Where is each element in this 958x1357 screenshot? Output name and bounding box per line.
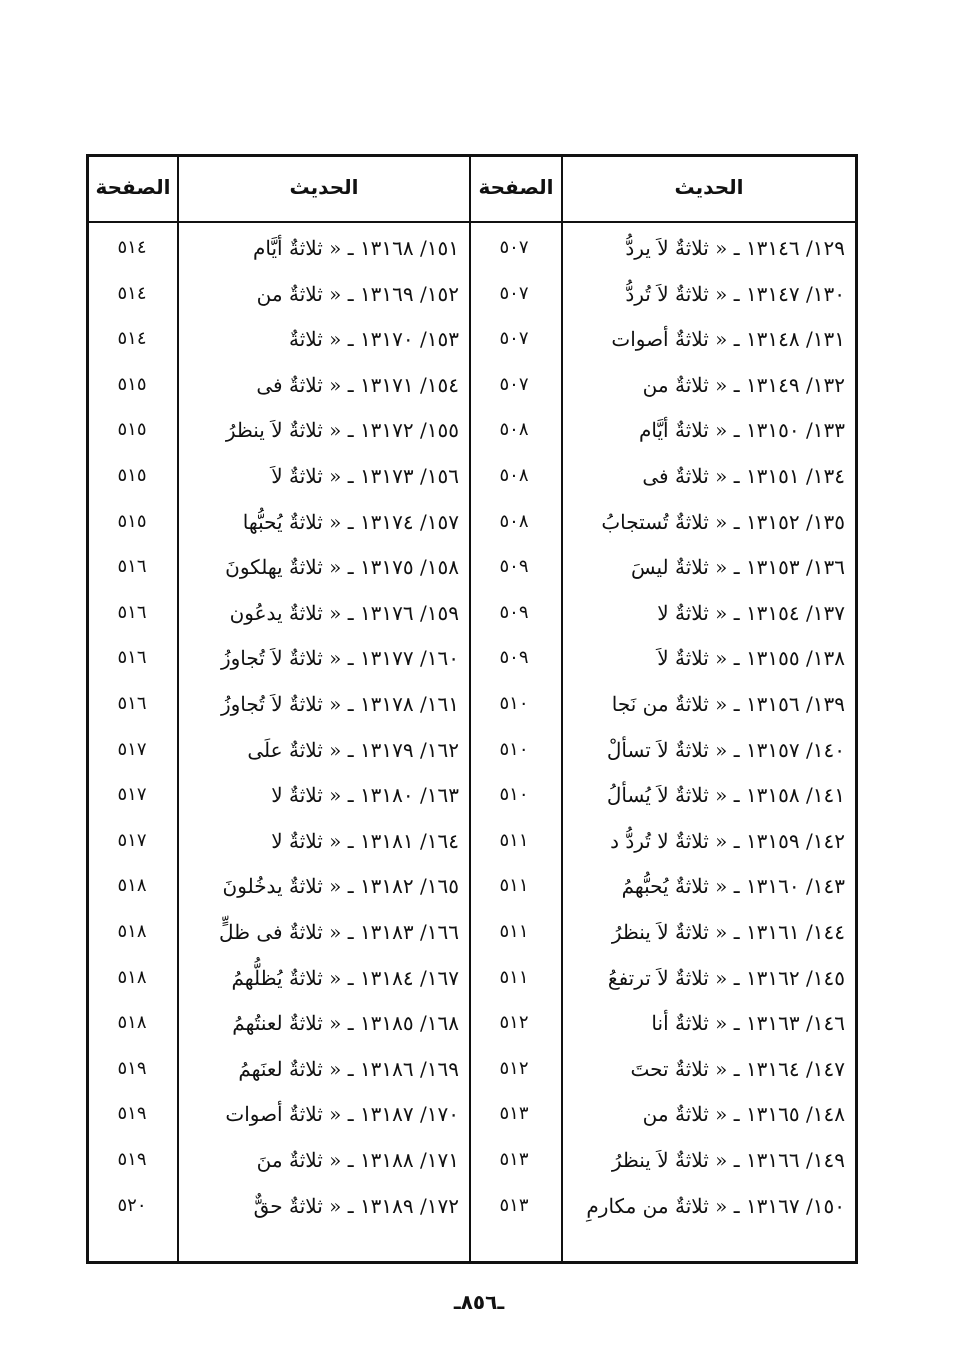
left-column-hadith: ١٦٠/ ١٣١٧٧ ـ « ثلاثةٌ لاَ تُجاوزُ	[220, 646, 459, 670]
left-column-page: ٥١٥	[117, 465, 147, 486]
right-column-page: ٥١١	[499, 967, 529, 988]
right-column-page: ٥١١	[499, 921, 529, 942]
left-column-hadith: ١٥٩/ ١٣١٧٦ ـ « ثلاثةٌ يدعُون	[229, 601, 459, 625]
right-column-page: ٥١٠	[499, 784, 529, 805]
right-column-page: ٥١١	[499, 875, 529, 896]
left-column-hadith: ١٦٨/ ١٣١٨٥ ـ « ثلاثةٌ لعنتُهمُ	[232, 1011, 459, 1035]
right-column-page: ٥١٣	[499, 1149, 529, 1170]
right-column-hadith: ١٤٥/ ١٣١٦٢ ـ « ثلاثةٌ لاَ ترتفعُ	[607, 966, 845, 990]
left-column-page: ٥١٤	[117, 237, 147, 258]
left-column-page: ٥١٩	[117, 1058, 147, 1079]
right-column-page: ٥٠٧	[499, 374, 529, 395]
right-column-page: ٥١١	[499, 830, 529, 851]
left-column-hadith: ١٦١/ ١٣١٧٨ ـ « ثلاثةٌ لاَ تُجاوزُ	[220, 692, 459, 716]
left-column-page: ٥١٦	[117, 556, 147, 577]
left-column-hadith: ١٥٦/ ١٣١٧٣ ـ « ثلاثةٌ لاَ	[271, 464, 459, 488]
right-column-page: ٥٠٩	[499, 647, 529, 668]
right-column-page: ٥٠٧	[499, 283, 529, 304]
right-column-hadith: ١٤٠/ ١٣١٥٧ ـ « ثلاثةٌ لاَ تسألْ	[606, 738, 845, 762]
left-column-page: ٥١٤	[117, 283, 147, 304]
divider-right-page	[561, 157, 563, 1261]
left-column-page: ٥١٨	[117, 1012, 147, 1033]
right-column-hadith: ١٥٠/ ١٣١٦٧ ـ « ثلاثةٌ من مكارمِ	[586, 1194, 845, 1218]
left-column-hadith: ١٦٥/ ١٣١٨٢ ـ « ثلاثةٌ يدخُلونَ	[222, 874, 459, 898]
right-column-hadith: ١٤٦/ ١٣١٦٣ ـ « ثلاثةٌ أنا	[651, 1011, 845, 1035]
right-column-hadith: ١٤٧/ ١٣١٦٤ ـ « ثلاثةٌ تحتَ	[630, 1057, 845, 1081]
left-column-page: ٥١٨	[117, 921, 147, 942]
header-page-right: الصفحة	[478, 175, 554, 199]
right-column-hadith: ١٣٢/ ١٣١٤٩ ـ « ثلاثةٌ من	[642, 373, 845, 397]
left-column-page: ٥١٦	[117, 693, 147, 714]
right-column-page: ٥١٣	[499, 1103, 529, 1124]
right-column-page: ٥٠٨	[499, 419, 529, 440]
left-column-hadith: ١٥٢/ ١٣١٦٩ ـ « ثلاثةٌ من	[256, 282, 459, 306]
right-column-page: ٥٠٧	[499, 328, 529, 349]
header-hadith-right: الحديث	[674, 175, 744, 199]
page-number: ـ٨٥٦ـ	[453, 1290, 505, 1314]
right-column-page: ٥٠٧	[499, 237, 529, 258]
divider-left-page	[177, 157, 179, 1261]
left-column-hadith: ١٥٤/ ١٣١٧١ ـ « ثلاثةٌ فى	[256, 373, 459, 397]
right-column-page: ٥٠٨	[499, 511, 529, 532]
left-column-hadith: ١٦٢/ ١٣١٧٩ ـ « ثلاثةٌ علَى	[247, 738, 459, 762]
right-column-hadith: ١٢٩/ ١٣١٤٦ ـ « ثلاثةٌ لاَ يردُّ	[625, 236, 845, 260]
right-column-page: ٥١٢	[499, 1012, 529, 1033]
left-column-page: ٥١٨	[117, 967, 147, 988]
left-column-page: ٥١٩	[117, 1149, 147, 1170]
left-column-page: ٥١٩	[117, 1103, 147, 1124]
right-column-hadith: ١٣٥/ ١٣١٥٢ ـ « ثلاثةٌ تُستجابُ	[601, 510, 845, 534]
table-header	[89, 157, 855, 223]
left-column-hadith: ١٥٣/ ١٣١٧٠ ـ « ثلاثةٌ	[288, 327, 459, 351]
right-column-hadith: ١٣١/ ١٣١٤٨ ـ « ثلاثةٌ أصوات	[611, 327, 845, 351]
left-column-hadith: ١٦٦/ ١٣١٨٣ ـ « ثلاثةٌ فى ظلٍّ	[218, 920, 459, 944]
left-column-page: ٥١٨	[117, 875, 147, 896]
left-column-page: ٥١٧	[117, 830, 147, 851]
left-column-page: ٥١٤	[117, 328, 147, 349]
right-column-hadith: ١٣٠/ ١٣١٤٧ ـ « ثلاثةٌ لاَ تُردُّ	[625, 282, 845, 306]
header-page-left: الصفحة	[95, 175, 171, 199]
right-column-page: ٥١٣	[499, 1195, 529, 1216]
right-column-page: ٥٠٩	[499, 602, 529, 623]
right-column-hadith: ١٤٣/ ١٣١٦٠ ـ « ثلاثةٌ يُحبُّهمُ	[621, 874, 845, 898]
left-column-hadith: ١٧٢/ ١٣١٨٩ ـ « ثلاثةٌ حقٌّ	[253, 1194, 459, 1218]
right-column-hadith: ١٤٨/ ١٣١٦٥ ـ « ثلاثةٌ من	[642, 1102, 845, 1126]
left-column-hadith: ١٥١/ ١٣١٦٨ ـ « ثلاثةٌ أيَّام	[253, 236, 459, 260]
right-column-hadith: ١٤٤/ ١٣١٦١ ـ « ثلاثةٌ لاَ ينظرُ	[611, 920, 845, 944]
left-column-page: ٥١٦	[117, 602, 147, 623]
right-column-hadith: ١٣٣/ ١٣١٥٠ ـ « ثلاثةٌ أيَّام	[639, 418, 845, 442]
right-column-hadith: ١٣٤/ ١٣١٥١ ـ « ثلاثةٌ فى	[642, 464, 845, 488]
left-column-hadith: ١٥٥/ ١٣١٧٢ ـ « ثلاثةٌ لاَ ينظرُ	[225, 418, 459, 442]
left-column-page: ٥١٧	[117, 784, 147, 805]
right-column-hadith: ١٣٨/ ١٣١٥٥ ـ « ثلاثةٌ لاَ	[657, 646, 845, 670]
right-column-hadith: ١٤١/ ١٣١٥٨ ـ « ثلاثةٌ لاَ يُسألُ	[606, 783, 845, 807]
right-column-hadith: ١٣٩/ ١٣١٥٦ ـ « ثلاثةٌ من نَجا	[611, 692, 845, 716]
right-column-page: ٥١٢	[499, 1058, 529, 1079]
left-column-page: ٥١٧	[117, 739, 147, 760]
right-column-page: ٥١٠	[499, 739, 529, 760]
left-column-hadith: ١٧٠/ ١٣١٨٧ ـ « ثلاثةٌ أصوات	[225, 1102, 459, 1126]
left-column-hadith: ١٦٣/ ١٣١٨٠ ـ « ثلاثةٌ لا	[271, 783, 459, 807]
left-column-page: ٥١٥	[117, 374, 147, 395]
left-column-hadith: ١٦٧/ ١٣١٨٤ ـ « ثلاثةٌ يُظلُّهمُ	[231, 966, 459, 990]
left-column-page: ٥١٥	[117, 511, 147, 532]
right-column-hadith: ١٤٢/ ١٣١٥٩ ـ « ثلاثةٌ لا تُردُّ د	[610, 829, 845, 853]
left-column-page: ٥١٦	[117, 647, 147, 668]
left-column-page: ٥١٥	[117, 419, 147, 440]
right-column-page: ٥١٠	[499, 693, 529, 714]
header-hadith-left: الحديث	[289, 175, 359, 199]
right-column-page: ٥٠٨	[499, 465, 529, 486]
left-column-hadith: ١٥٧/ ١٣١٧٤ ـ « ثلاثةٌ يُحبُّها	[242, 510, 459, 534]
left-column-hadith: ١٧١/ ١٣١٨٨ ـ « ثلاثةٌ منَ	[256, 1148, 459, 1172]
left-column-hadith: ١٦٤/ ١٣١٨١ ـ « ثلاثةٌ لا	[271, 829, 459, 853]
left-column-hadith: ١٥٨/ ١٣١٧٥ ـ « ثلاثةٌ يهلكونَ	[225, 555, 459, 579]
right-column-page: ٥٠٩	[499, 556, 529, 577]
index-table	[86, 154, 858, 1264]
right-column-hadith: ١٣٧/ ١٣١٥٤ ـ « ثلاثةٌ لا	[657, 601, 845, 625]
right-column-hadith: ١٤٩/ ١٣١٦٦ ـ « ثلاثةٌ لاَ ينظرُ	[611, 1148, 845, 1172]
left-column-page: ٥٢٠	[117, 1195, 147, 1216]
right-column-hadith: ١٣٦/ ١٣١٥٣ ـ « ثلاثةٌ ليسَ	[630, 555, 845, 579]
left-column-hadith: ١٦٩/ ١٣١٨٦ ـ « ثلاثةٌ لعنَهمُ	[238, 1057, 459, 1081]
